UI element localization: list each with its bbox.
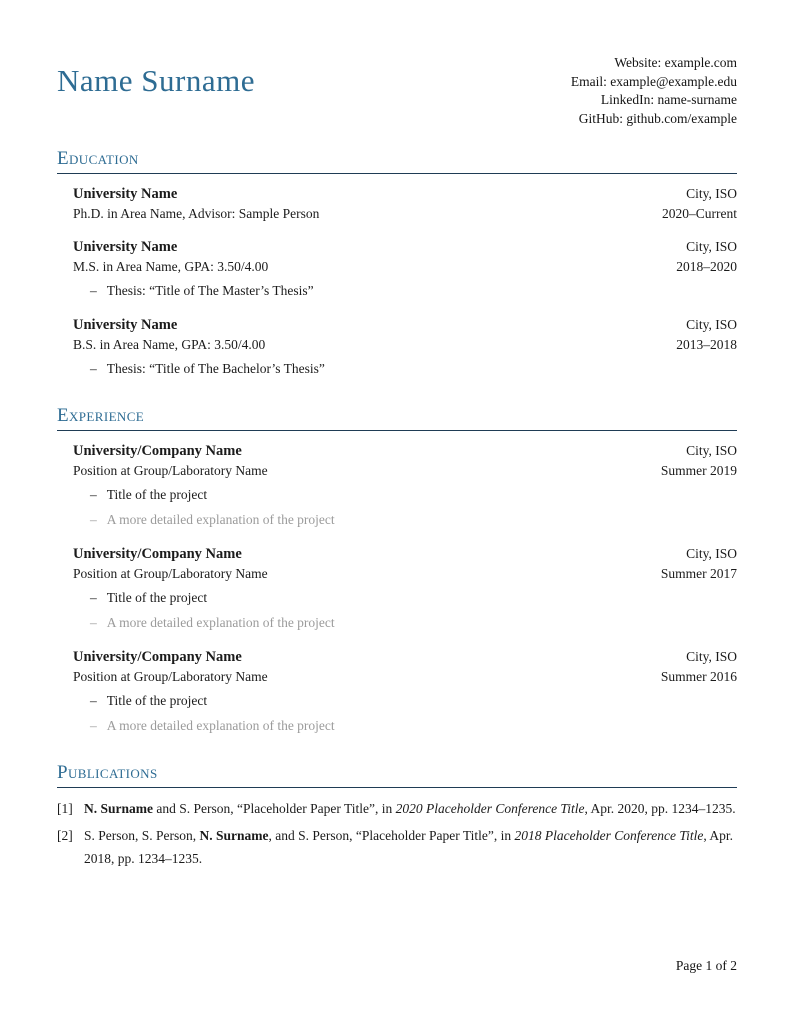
publication-segment: , and S. Person, “Placeholder Paper Title”, in (268, 828, 515, 844)
contact-website: Website: example.com (614, 55, 737, 70)
entry-role: Position at Group/Laboratory Name (73, 565, 268, 581)
publication-index: [1] (57, 800, 73, 816)
entry-location: City, ISO (686, 185, 737, 201)
entry-dates: 2018–2020 (676, 258, 737, 274)
entry-organization: University/Company Name (73, 648, 242, 665)
entry-dates: Summer 2016 (660, 668, 737, 684)
publication-index: [2] (57, 828, 73, 844)
bullet-dash: – (90, 589, 97, 605)
experience-heading: Experience (57, 405, 737, 431)
section-education (57, 148, 737, 379)
entry-role: Position at Group/Laboratory Name (73, 668, 268, 684)
bullet-text: A more detailed explanation of the project (106, 614, 335, 630)
entry-dates: Summer 2017 (660, 565, 737, 581)
publication-segment: S. Person, S. Person, (84, 828, 200, 844)
publication-author-self: N. Surname (84, 800, 154, 816)
bullet-dash: – (90, 511, 97, 527)
bullet-dash: – (90, 717, 97, 733)
entry-role: Position at Group/Laboratory Name (73, 462, 268, 478)
entry-organization: University Name (73, 238, 178, 255)
experience-entry-2017 (73, 544, 737, 633)
bullet-text: Title of the project (106, 486, 208, 502)
publication-text (84, 825, 737, 870)
publication-venue: 2018 Placeholder Conference Title (514, 828, 704, 844)
entry-bullet-detail (90, 613, 737, 633)
experience-entry-2016 (73, 647, 737, 736)
entry-bullet (90, 588, 737, 608)
entry-location: City, ISO (686, 238, 737, 254)
bullet-dash: – (90, 692, 97, 708)
bullet-text: A more detailed explanation of the project (106, 717, 335, 733)
bullet-text: Thesis: “Title of The Bachelor’s Thesis” (106, 360, 325, 376)
entry-location: City, ISO (686, 648, 737, 664)
contact-block (571, 54, 737, 129)
contact-github: GitHub: github.com/example (578, 111, 737, 127)
entry-bullet-detail (90, 716, 737, 736)
bullet-dash: – (90, 282, 97, 298)
bullet-text: Title of the project (106, 589, 208, 605)
education-entry-bs (73, 315, 737, 379)
experience-entry-2019 (73, 441, 737, 530)
entry-dates: 2013–2018 (676, 336, 737, 352)
entry-location: City, ISO (686, 316, 737, 332)
entry-organization: University Name (73, 316, 178, 333)
publication-author-self: N. Surname (199, 828, 269, 844)
entry-bullet-detail (90, 510, 737, 530)
entry-location: City, ISO (686, 442, 737, 458)
bullet-text: Thesis: “Title of The Master’s Thesis” (106, 282, 314, 298)
publication-item-2 (57, 825, 737, 870)
bullet-dash: – (90, 360, 97, 376)
publications-heading: Publications (57, 762, 737, 788)
publication-segment: , Apr. 2018, pp. 1234–1235. (84, 828, 733, 866)
education-entry-phd (73, 184, 737, 223)
entry-organization: University/Company Name (73, 442, 242, 459)
contact-linkedin: LinkedIn: name-surname (600, 92, 737, 108)
bullet-text: Title of the project (106, 692, 208, 708)
publication-segment: , Apr. 2020, pp. 1234–1235. (584, 800, 736, 816)
cv-header (57, 54, 737, 129)
bullet-dash: – (90, 614, 97, 630)
entry-bullet (90, 281, 737, 301)
section-publications (57, 762, 737, 871)
entry-role: B.S. in Area Name, GPA: 3.50/4.00 (73, 336, 266, 352)
entry-organization: University Name (73, 185, 178, 202)
entry-location: City, ISO (686, 545, 737, 561)
page-number: Page 1 of 2 (675, 958, 737, 973)
publication-text (84, 798, 737, 821)
education-heading: Education (57, 148, 737, 174)
person-name: Name Surname (57, 63, 255, 98)
entry-organization: University/Company Name (73, 545, 242, 562)
publication-venue: 2020 Placeholder Conference Title (395, 800, 585, 816)
section-experience (57, 405, 737, 736)
entry-dates: Summer 2019 (660, 462, 737, 478)
publication-segment: and S. Person, “Placeholder Paper Title”, in (153, 800, 396, 816)
entry-role: M.S. in Area Name, GPA: 3.50/4.00 (73, 258, 269, 274)
entry-role: Ph.D. in Area Name, Advisor: Sample Person (73, 205, 320, 221)
education-entry-ms (73, 237, 737, 301)
bullet-dash: – (90, 486, 97, 502)
entry-bullet (90, 359, 737, 379)
bullet-text: A more detailed explanation of the project (106, 511, 335, 527)
contact-email: Email: example@example.edu (570, 73, 737, 89)
publication-item-1 (57, 798, 737, 821)
entry-dates: 2020–Current (662, 205, 737, 221)
entry-bullet (90, 691, 737, 711)
entry-bullet (90, 485, 737, 505)
